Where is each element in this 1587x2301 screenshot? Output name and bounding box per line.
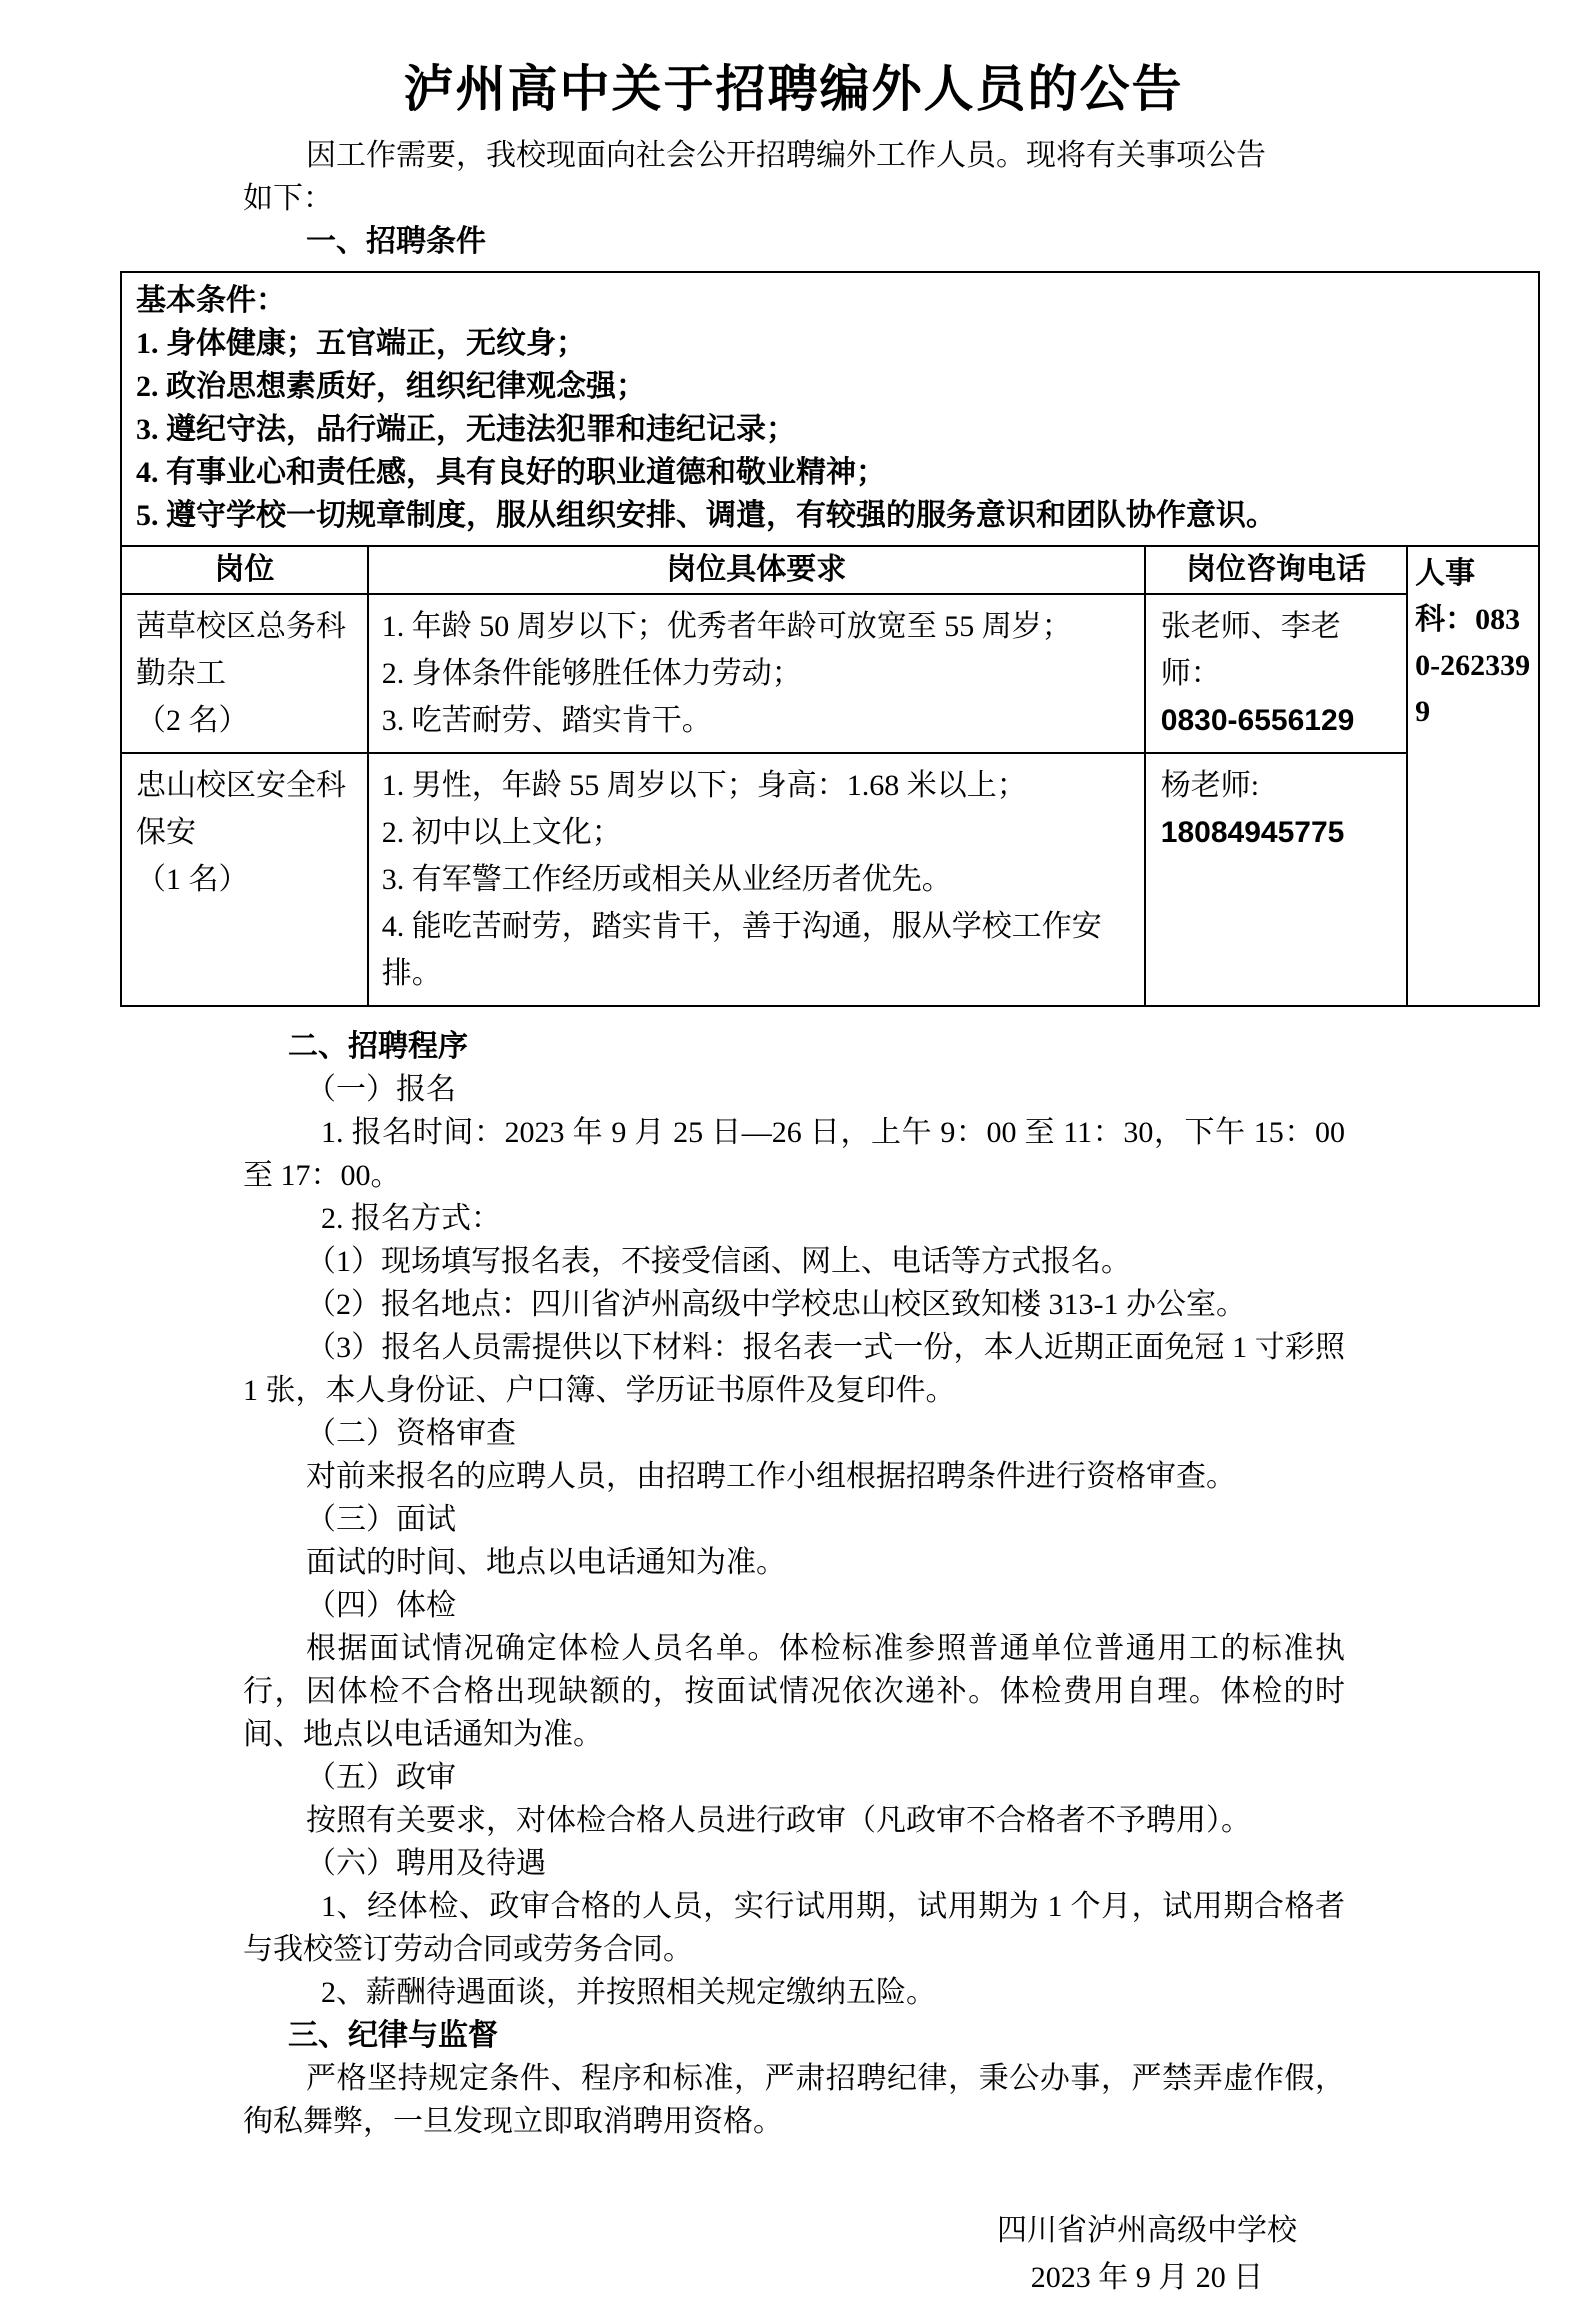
column-header-position: 岗位 — [121, 546, 368, 594]
basic-condition-item: 2. 政治思想素质好，组织纪律观念强； — [136, 370, 646, 403]
basic-conditions-row — [121, 272, 1539, 546]
procedure-paragraph: （一）报名 — [306, 1073, 456, 1106]
procedure-paragraph: （1）现场填写报名表，不接受信函、网上、电话等方式报名。 — [306, 1245, 1131, 1278]
table-row-janitor — [121, 594, 1539, 753]
signature-organization: 四川省泸州高级中学校 — [997, 2214, 1297, 2247]
contact-phone: 0830-6556129 — [1160, 704, 1355, 737]
recruitment-table — [120, 271, 1540, 1007]
section-3-heading: 三、纪律与监督 — [288, 2019, 498, 2052]
requirements-cell — [368, 753, 1145, 1006]
procedure-paragraph: （2）报名地点：四川省泸州高级中学校忠山校区致知楼 313-1 办公室。 — [306, 1288, 1246, 1321]
section-1-heading: 一、招聘条件 — [306, 225, 486, 258]
basic-condition-item: 3. 遵纪守法，品行端正，无违法犯罪和违纪记录； — [136, 413, 796, 446]
contact-phone: 18084945775 — [1160, 816, 1345, 849]
requirement-item: 3. 吃苦耐劳、踏实肯干。 — [381, 704, 712, 737]
procedure-paragraph: （五）政审 — [306, 1761, 456, 1794]
procedure-paragraph: （四）体检 — [306, 1589, 456, 1622]
procedure-paragraph: （三）面试 — [306, 1503, 456, 1536]
position-line: （1 名） — [136, 863, 249, 896]
position-line: 茜草校区总务科 — [136, 610, 346, 643]
procedure-paragraph: 根据面试情况确定体检人员名单。体检标准参照普通单位普通用工的标准执行，因体检不合格出现缺额的，按面试情况依次递补。体检费用自理。体检的时间、地点以电话通知为准。 — [243, 1632, 1345, 1751]
column-header-contact: 岗位咨询电话 — [1145, 546, 1407, 594]
procedure-paragraph: （3）报名人员需提供以下材料：报名表一式一份，本人近期正面免冠 1 寸彩照 1 张，本人身份证、户口簿、学历证书原件及复印件。 — [243, 1331, 1345, 1407]
position-line: （2 名） — [136, 704, 249, 737]
procedure-paragraph: （二）资格审查 — [306, 1417, 516, 1450]
position-line: 勤杂工 — [136, 657, 226, 690]
position-cell — [121, 753, 368, 1006]
procedure-paragraph: 对前来报名的应聘人员，由招聘工作小组根据招聘条件进行资格审查。 — [306, 1460, 1236, 1493]
position-line: 忠山校区安全科 — [136, 769, 346, 802]
basic-condition-item: 1. 身体健康；五官端正，无纹身； — [136, 327, 586, 360]
procedure-paragraph: 1. 报名时间：2023 年 9 月 25 日—26 日，上午 9：00 至 11：30，下午 15：00 至 17：00。 — [243, 1116, 1345, 1192]
section-2-heading: 二、招聘程序 — [288, 1030, 468, 1063]
document-title: 泸州高中关于招聘编外人员的公告 — [403, 61, 1184, 117]
contact-name: 杨老师: — [1160, 769, 1260, 802]
requirements-cell — [368, 594, 1145, 753]
contact-cell — [1145, 594, 1407, 753]
procedure-paragraph: 2、薪酬待遇面谈，并按照相关规定缴纳五险。 — [321, 1976, 936, 2009]
position-cell — [121, 594, 368, 753]
procedure-paragraph: 2. 报名方式： — [321, 1202, 501, 1235]
basic-conditions-cell — [121, 272, 1539, 546]
requirement-item: 2. 身体条件能够胜任体力劳动； — [381, 657, 802, 690]
requirement-item: 1. 年龄 50 周岁以下；优秀者年龄可放宽至 55 周岁； — [381, 610, 1072, 643]
intro-paragraph — [243, 134, 1345, 220]
column-header-requirements: 岗位具体要求 — [368, 546, 1145, 594]
requirement-item: 1. 男性，年龄 55 周岁以下；身高：1.68 米以上； — [381, 769, 1027, 802]
intro-line-2: 如下： — [243, 182, 333, 215]
procedure-section — [243, 1025, 1345, 2143]
signature-block — [917, 2207, 1377, 2301]
basic-conditions-label: 基本条件： — [136, 284, 286, 317]
position-line: 保安 — [136, 816, 196, 849]
procedure-paragraph: 按照有关要求，对体检合格人员进行政审（凡政审不合格者不予聘用）。 — [306, 1804, 1251, 1837]
contact-name: 张老师、李老师： — [1160, 610, 1341, 690]
table-row-guard — [121, 753, 1539, 1006]
signature-date: 2023 年 9 月 20 日 — [1030, 2261, 1264, 2294]
basic-condition-item: 4. 有事业心和责任感，具有良好的职业道德和敬业精神； — [136, 456, 886, 489]
basic-condition-item: 5. 遵守学校一切规章制度，服从组织安排、调遣，有较强的服务意识和团队协作意识。 — [136, 499, 1276, 532]
requirement-item: 3. 有军警工作经历或相关从业经历者优先。 — [381, 863, 952, 896]
intro-line-1: 因工作需要，我校现面向社会公开招聘编外工作人员。现将有关事项公告 — [306, 139, 1266, 172]
hr-department-cell: 人事科：0830-2623399 — [1407, 546, 1539, 1006]
procedure-paragraph: 面试的时间、地点以电话通知为准。 — [306, 1546, 786, 1579]
table-header-row — [121, 546, 1539, 594]
requirement-item: 4. 能吃苦耐劳，踏实肯干，善于沟通，服从学校工作安排。 — [381, 910, 1102, 990]
discipline-paragraph: 严格坚持规定条件、程序和标准，严肃招聘纪律，秉公办事，严禁弄虚作假，徇私舞弊，一旦发现立即取消聘用资格。 — [243, 2062, 1345, 2138]
procedure-paragraph: （六）聘用及待遇 — [306, 1847, 546, 1880]
procedure-paragraph: 1、经体检、政审合格的人员，实行试用期，试用期为 1 个月，试用期合格者与我校签订劳动合同或劳务合同。 — [243, 1890, 1345, 1966]
requirement-item: 2. 初中以上文化； — [381, 816, 622, 849]
contact-cell — [1145, 753, 1407, 1006]
